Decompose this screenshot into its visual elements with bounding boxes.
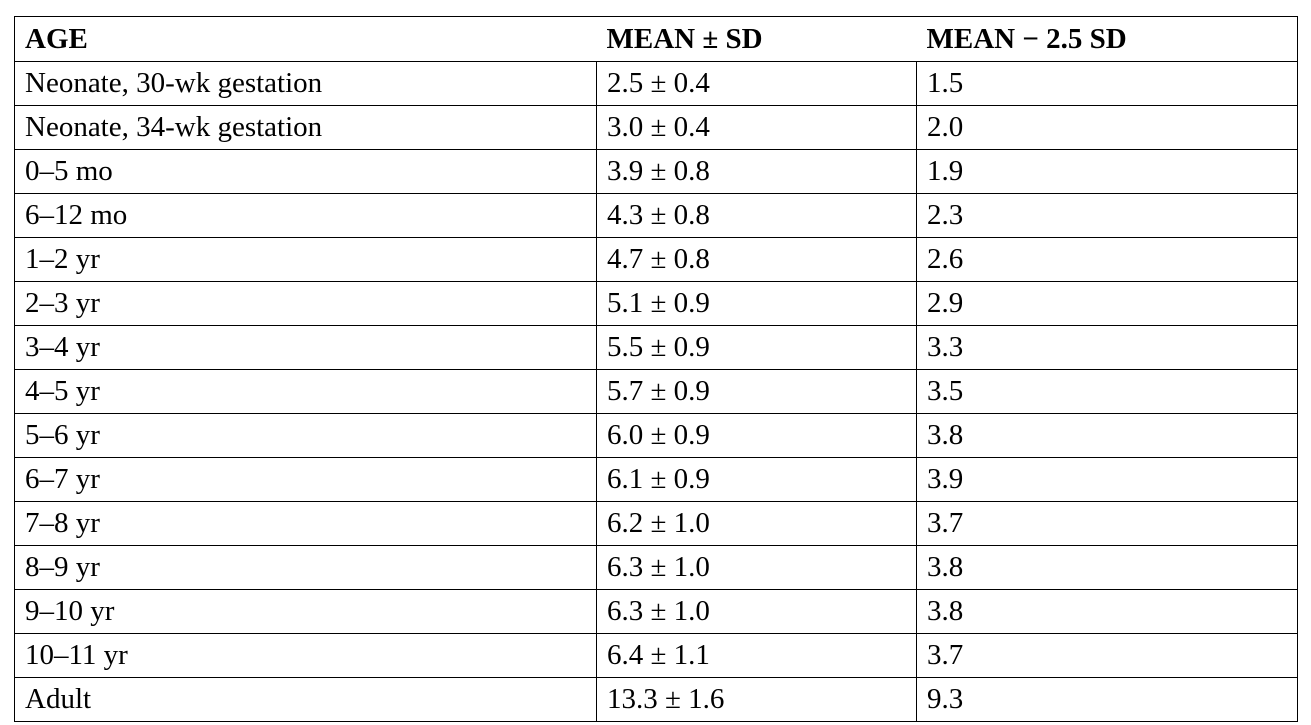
mean-sd-cell: 5.1 ± 0.9 (597, 282, 917, 326)
table-row (15, 546, 1298, 590)
mean-sd-cell: 3.0 ± 0.4 (597, 106, 917, 150)
mean-minus-cell: 3.9 (917, 458, 1298, 502)
mean-sd-cell: 5.7 ± 0.9 (597, 370, 917, 414)
mean-minus-cell: 2.6 (917, 238, 1298, 282)
mean-minus-cell: 3.7 (917, 502, 1298, 546)
header-mean-sd: MEAN ± SD (597, 17, 917, 62)
table-row (15, 678, 1298, 722)
mean-minus-cell: 3.8 (917, 546, 1298, 590)
mean-minus-cell: 3.7 (917, 634, 1298, 678)
mean-sd-cell: 6.1 ± 0.9 (597, 458, 917, 502)
table-row (15, 62, 1298, 106)
mean-sd-cell: 3.9 ± 0.8 (597, 150, 917, 194)
mean-minus-cell: 2.0 (917, 106, 1298, 150)
mean-sd-cell: 6.0 ± 0.9 (597, 414, 917, 458)
mean-sd-cell: 13.3 ± 1.6 (597, 678, 917, 722)
header-row (15, 17, 1298, 62)
header-mean-minus-2-5-sd: MEAN − 2.5 SD (917, 17, 1298, 62)
age-cell: Adult (15, 678, 597, 722)
mean-sd-cell: 5.5 ± 0.9 (597, 326, 917, 370)
mean-minus-cell: 3.8 (917, 414, 1298, 458)
age-cell: 9–10 yr (15, 590, 597, 634)
age-cell: Neonate, 30-wk gestation (15, 62, 597, 106)
table-row (15, 634, 1298, 678)
mean-sd-cell: 6.4 ± 1.1 (597, 634, 917, 678)
mean-minus-cell: 3.8 (917, 590, 1298, 634)
age-cell: 6–12 mo (15, 194, 597, 238)
table-row (15, 370, 1298, 414)
table-row (15, 238, 1298, 282)
age-cell: 7–8 yr (15, 502, 597, 546)
age-cell: 6–7 yr (15, 458, 597, 502)
mean-sd-cell: 2.5 ± 0.4 (597, 62, 917, 106)
age-cell: 10–11 yr (15, 634, 597, 678)
mean-minus-cell: 9.3 (917, 678, 1298, 722)
mean-minus-cell: 3.3 (917, 326, 1298, 370)
table-row (15, 414, 1298, 458)
data-table (14, 16, 1298, 722)
age-cell: 4–5 yr (15, 370, 597, 414)
table-row (15, 150, 1298, 194)
table-row (15, 502, 1298, 546)
mean-minus-cell: 1.9 (917, 150, 1298, 194)
table-row (15, 326, 1298, 370)
age-cell: Neonate, 34-wk gestation (15, 106, 597, 150)
table-row (15, 106, 1298, 150)
mean-minus-cell: 1.5 (917, 62, 1298, 106)
age-cell: 3–4 yr (15, 326, 597, 370)
age-cell: 8–9 yr (15, 546, 597, 590)
age-cell: 5–6 yr (15, 414, 597, 458)
age-cell: 2–3 yr (15, 282, 597, 326)
mean-sd-cell: 6.2 ± 1.0 (597, 502, 917, 546)
mean-sd-cell: 6.3 ± 1.0 (597, 546, 917, 590)
header-age: AGE (15, 17, 597, 62)
table-row (15, 282, 1298, 326)
age-cell: 0–5 mo (15, 150, 597, 194)
mean-minus-cell: 3.5 (917, 370, 1298, 414)
mean-sd-cell: 6.3 ± 1.0 (597, 590, 917, 634)
mean-minus-cell: 2.9 (917, 282, 1298, 326)
mean-minus-cell: 2.3 (917, 194, 1298, 238)
mean-sd-cell: 4.3 ± 0.8 (597, 194, 917, 238)
table-row (15, 458, 1298, 502)
mean-sd-cell: 4.7 ± 0.8 (597, 238, 917, 282)
table-row (15, 590, 1298, 634)
age-cell: 1–2 yr (15, 238, 597, 282)
table-row (15, 194, 1298, 238)
